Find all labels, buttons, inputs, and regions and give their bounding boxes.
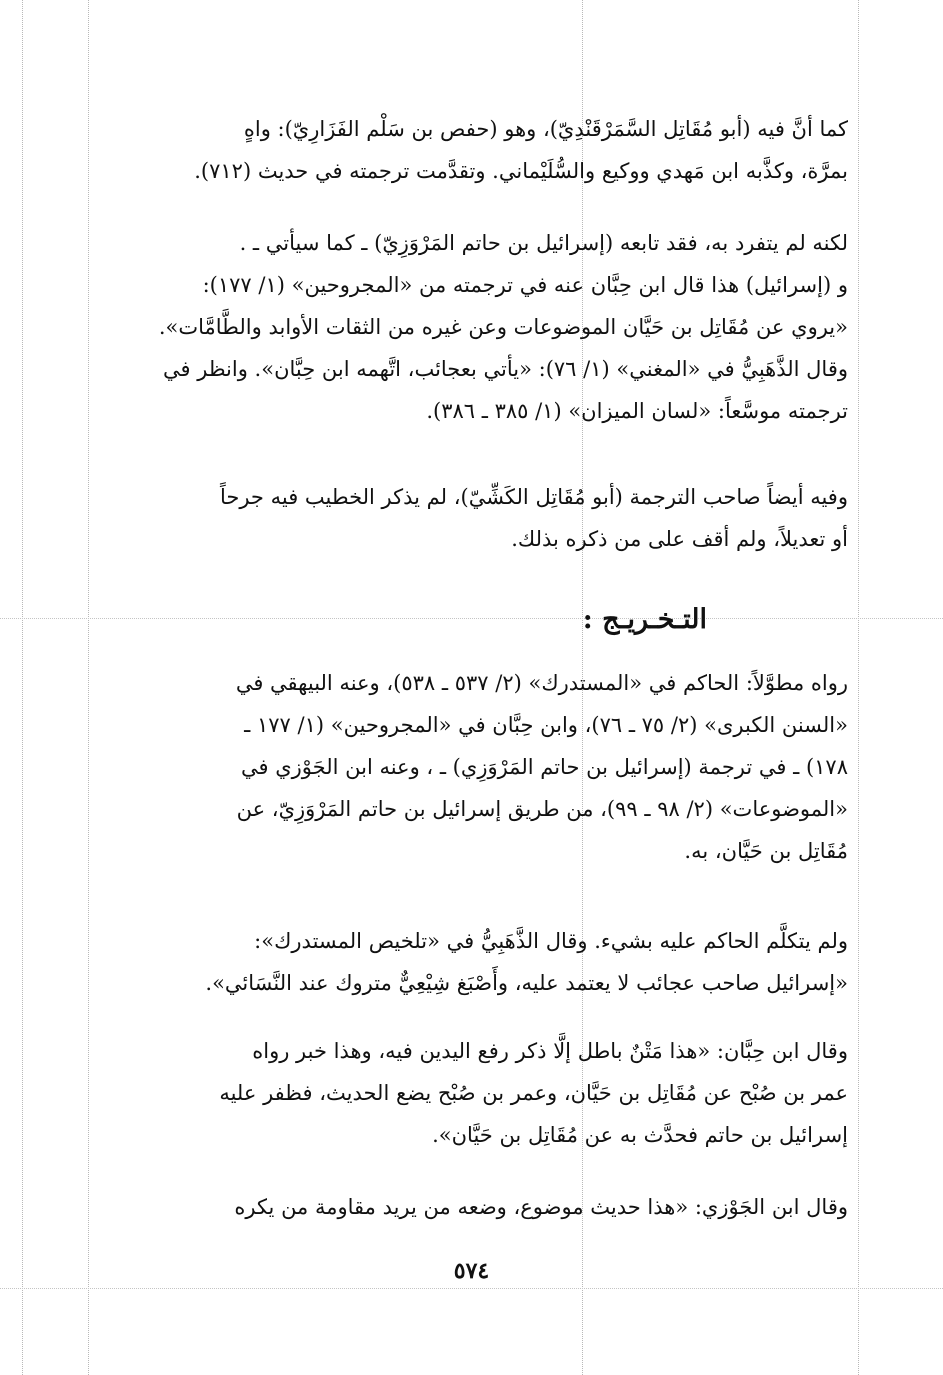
scan-guide-line bbox=[88, 0, 89, 1375]
text-line: كما أنَّ فيه (أبو مُقَاتِل السَّمَرْقَنْدِيّ)، وهو (حفص بن سَلْم الفَزَارِيّ): واهٍ bbox=[243, 117, 848, 141]
text-line: رواه مطوَّلاً: الحاكم في «المستدرك» (٢/ ٥٣٧ ـ ٥٣٨)، وعنه البيهقي في bbox=[235, 671, 848, 695]
text-line: لكنه لم يتفرد به، فقد تابعه (إسرائيل بن حاتم المَرْوَزِيّ) ـ كما سيأتي ـ . bbox=[239, 231, 848, 255]
paragraph-2 bbox=[96, 222, 848, 432]
text-line: وقال ابن حِبَّان: «هذا مَتْنٌ باطل إلَّا ذكر رفع اليدين فيه، وهذا خبر رواه bbox=[252, 1039, 848, 1063]
text-line: وقال ابن الجَوْزي: «هذا حديث موضوع، وضعه من يريد مقاومة من يكره bbox=[234, 1195, 848, 1219]
section-heading: التـخـريـج : bbox=[582, 604, 707, 635]
paragraph-1 bbox=[96, 108, 848, 192]
text-line: وقال الذَّهَبِيُّ في «المغني» (١/ ٧٦): «يأتي بعجائب، اتَّهمه ابن حِبَّان». وانظر في bbox=[163, 357, 848, 381]
text-line: وفيه أيضاً صاحب الترجمة (أبو مُقَاتِل الكَشِّيّ)، لم يذكر الخطيب فيه جرحاً bbox=[219, 485, 848, 509]
text-line: «الموضوعات» (٢/ ٩٨ ـ ٩٩)، من طريق إسرائيل بن حاتم المَرْوَزِيّ، عن bbox=[236, 797, 848, 821]
text-line: مُقَاتِل بن حَيَّان، به. bbox=[684, 839, 848, 863]
paragraph-4 bbox=[96, 662, 848, 872]
paragraph-6 bbox=[96, 1030, 848, 1156]
paragraph-3 bbox=[96, 476, 848, 560]
scan-guide-line bbox=[22, 0, 23, 1375]
text-line: «السنن الكبرى» (٢/ ٧٥ ـ ٧٦)، وابن حِبَّان في «المجروحين» (١/ ١٧٧ ـ bbox=[244, 713, 848, 737]
paragraph-7 bbox=[96, 1186, 848, 1228]
scan-guide-line bbox=[0, 618, 943, 619]
text-line: و (إسرائيل) هذا قال ابن حِبَّان عنه في ترجمته من «المجروحين» (١/ ١٧٧): bbox=[202, 273, 848, 297]
text-line: «إسرائيل صاحب عجائب لا يعتمد عليه، وأَصْبَغ شِيْعِيٌّ متروك عند النَّسَائي». bbox=[205, 971, 848, 995]
text-line: ١٧٨) ـ في ترجمة (إسرائيل بن حاتم المَرْوَزِي) ـ ، وعنه ابن الجَوْزي في bbox=[241, 755, 848, 779]
scan-guide-line bbox=[858, 0, 859, 1375]
scan-guide-line bbox=[0, 1288, 943, 1289]
text-line: أو تعديلاً، ولم أقف على من ذكره بذلك. bbox=[511, 527, 848, 551]
text-line: إسرائيل بن حاتم فحدَّث به عن مُقَاتِل بن حَيَّان». bbox=[432, 1123, 848, 1147]
page-number: ٥٧٤ bbox=[453, 1258, 490, 1284]
text-line: «يروي عن مُقَاتِل بن حَيَّان الموضوعات وعن غيره من الثقات الأوابد والطَّامَّات». bbox=[158, 315, 848, 339]
text-line: عمر بن صُبْح عن مُقَاتِل بن حَيَّان، وعمر بن صُبْح يضع الحديث، فظفر عليه bbox=[219, 1081, 848, 1105]
text-line: ولم يتكلَّم الحاكم عليه بشيء. وقال الذَّهَبِيُّ في «تلخيص المستدرك»: bbox=[254, 929, 848, 953]
text-line: ترجمته موسَّعاً: «لسان الميزان» (١/ ٣٨٥ ـ ٣٨٦). bbox=[426, 399, 848, 423]
text-line: بمرَّة، وكذَّبه ابن مَهدي ووكيع والسُّلَيْماني. وتقدَّمت ترجمته في حديث (٧١٢). bbox=[194, 159, 848, 183]
paragraph-5 bbox=[96, 920, 848, 1004]
